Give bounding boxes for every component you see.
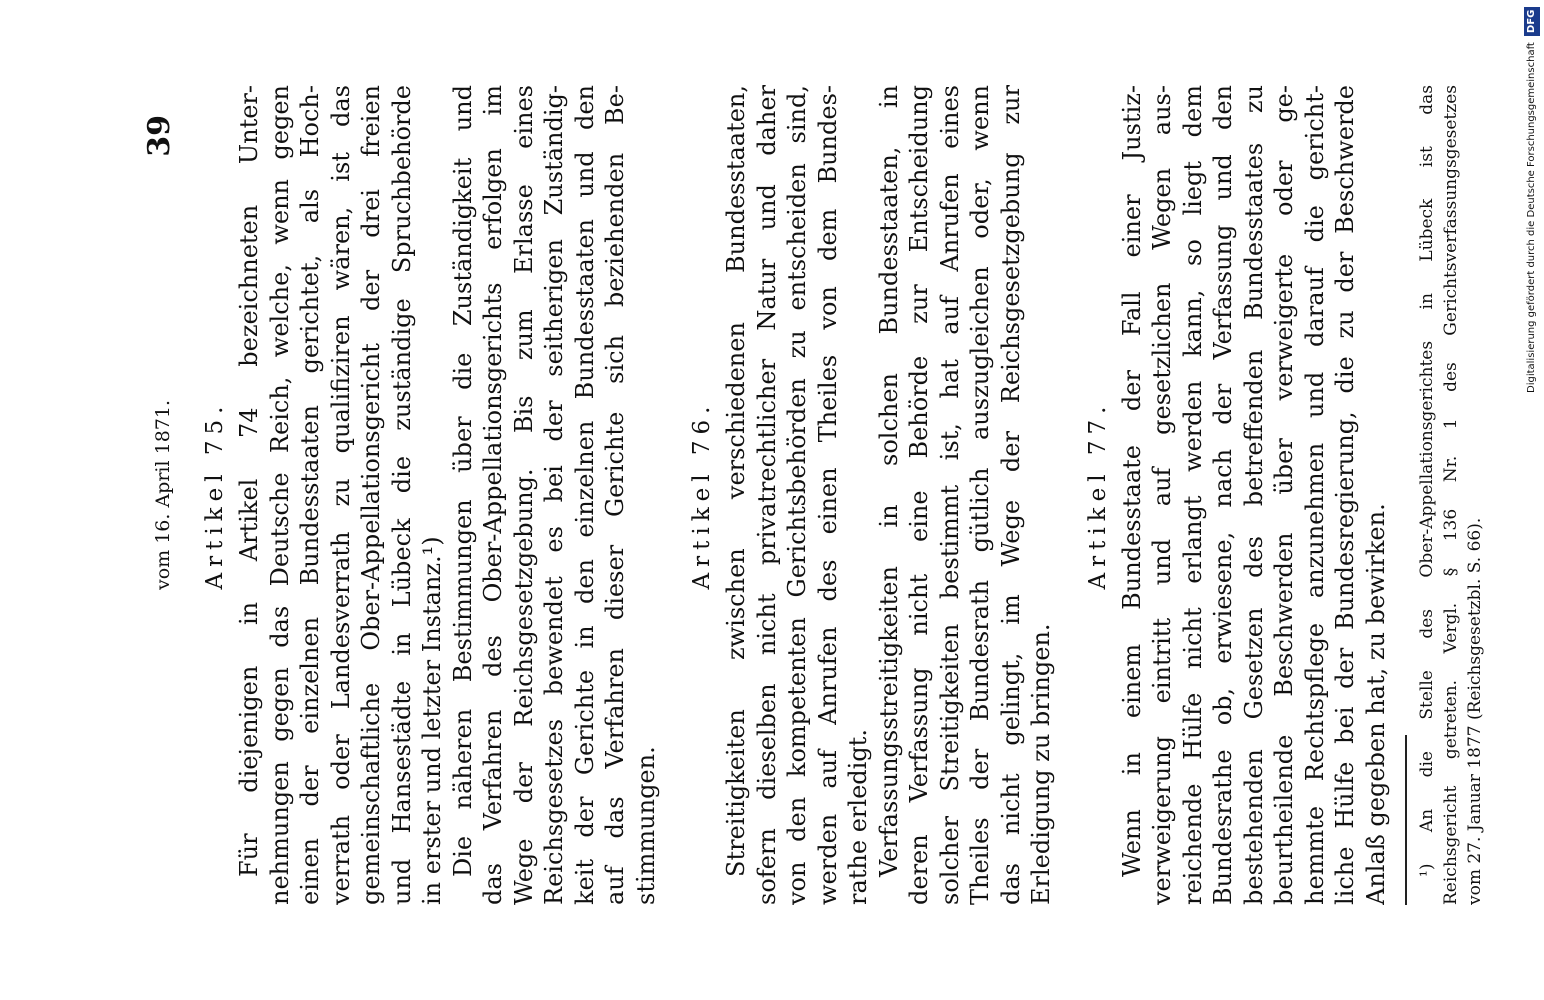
running-header <box>142 85 186 905</box>
text-line: solcher Streitigkeiten bestimmt ist, hat auf Anrufen eines <box>935 85 964 905</box>
text-line: Theiles der Bundesrath gütlich auszugleichen oder, wenn <box>966 85 994 905</box>
text-line: Reichsgesetzes bewendet es bei der seitherigen Zuständig- <box>540 85 568 905</box>
text-line: Für diejenigen in Artikel 74 bezeichneten Unter- <box>235 85 263 877</box>
text-line: Anlaß gegeben hat, zu bewirken. <box>1361 503 1390 905</box>
text-line: auf das Verfahren dieser Gerichte sich beziehenden Be- <box>601 85 629 905</box>
text-line: Wenn in einem Bundesstaate der Fall einer Justiz- <box>1117 85 1146 877</box>
page-number: 39 <box>142 115 177 157</box>
text-line: Bundesrathe ob, erwiesene, nach der Verfassung und den <box>1209 85 1237 905</box>
text-line: reichende Hülfe nicht erlangt werden kann, so liegt dem <box>1178 85 1207 905</box>
text-line: liche Hülfe bei der Bundesregierung, die zu der Beschwerde <box>1331 85 1359 905</box>
footnote-line: ¹) An die Stelle des Ober-Appellationsgerichtes in Lübeck ist das <box>1417 85 1437 877</box>
article-75-text <box>234 85 661 905</box>
text-line: rathe erledigt. <box>844 729 872 905</box>
footnote-rule <box>1405 735 1407 905</box>
text-line: das Verfahren des Ober-Appellationsgerichts erfolgen im <box>479 85 507 905</box>
article-76-heading: Artikel 76. <box>689 400 715 590</box>
text-line: beurtheilende Beschwerden über verweigerte oder ge- <box>1270 85 1298 905</box>
text-line: nehmungen gegen das Deutsche Reich, welche, wenn gegen <box>265 85 294 905</box>
text-line: stimmungen. <box>631 746 660 905</box>
text-line: von den kompetenten Gerichtsbehörden zu entscheiden sind, <box>783 85 811 905</box>
article-77-heading: Artikel 77. <box>1084 400 1111 590</box>
text-line: hemmte Rechtspflege anzunehmen und darauf die gericht- <box>1300 85 1329 905</box>
text-line: werden auf Anrufen des einen Theiles von dem Bundes- <box>813 85 842 905</box>
text-line: und Hansestädte in Lübeck die zuständige Spruchbehörde <box>387 85 416 905</box>
text-line: das nicht gelingt, im Wege der Reichsgesetzgebung zur <box>996 85 1025 905</box>
text-line: verweigerung eintritt und auf gesetzlichen Wegen aus- <box>1148 85 1176 905</box>
header-date: vom 16. April 1871. <box>152 399 174 591</box>
text-line: Streitigkeiten zwischen verschiedenen Bundesstaaten, <box>722 85 750 877</box>
text-line: sofern dieselben nicht privatrechtlicher Natur und daher <box>752 85 781 905</box>
text-line: Erledigung zu bringen. <box>1027 623 1055 905</box>
text-line: bestehenden Gesetzen des betreffenden Bundesstaates zu <box>1239 85 1268 905</box>
rotated-book-page <box>80 85 1485 905</box>
text-line: Wege der Reichsgesetzgebung. Bis zum Erlasse eines <box>509 85 538 905</box>
footnote <box>1415 85 1487 905</box>
text-line: keit der Gerichte in den einzelnen Bundesstaaten und den <box>570 85 599 905</box>
text-line: einen der einzelnen Bundesstaaten gerichtet, als Hoch- <box>296 85 324 905</box>
dfg-logo: DFG <box>1524 7 1540 36</box>
text-line: Verfassungsstreitigkeiten in solchen Bundesstaaten, in <box>874 85 903 877</box>
article-76-text <box>721 85 1057 905</box>
article-77-text <box>1117 85 1392 905</box>
text-line: verrath oder Landesverrath zu qualifiziren wären, ist das <box>326 85 355 905</box>
text-line: Die näheren Bestimmungen über die Zuständigkeit und <box>448 85 477 877</box>
text-line: gemeinschaftliche Ober-Appellationsgericht der drei freien <box>357 85 385 905</box>
article-75-heading: Artikel 75. <box>202 400 228 590</box>
footnote-line: vom 27. Januar 1877 (Reichsgesetzbl. S. 66). <box>1465 517 1485 905</box>
text-line: deren Verfassung nicht eine Behörde zur Entscheidung <box>905 85 933 905</box>
digitization-credit <box>1524 8 1540 393</box>
credit-text: Digitalisierung gefördert durch die Deutsche Forschungsgemeinschaft <box>1526 42 1537 393</box>
footnote-line: Reichsgericht getreten. Vergl. § 136 Nr. 1 des Gerichtsverfassungsgesetzes <box>1441 85 1461 905</box>
page-body <box>196 85 1487 905</box>
text-line: in erster und letzter Instanz.¹) <box>418 536 446 905</box>
